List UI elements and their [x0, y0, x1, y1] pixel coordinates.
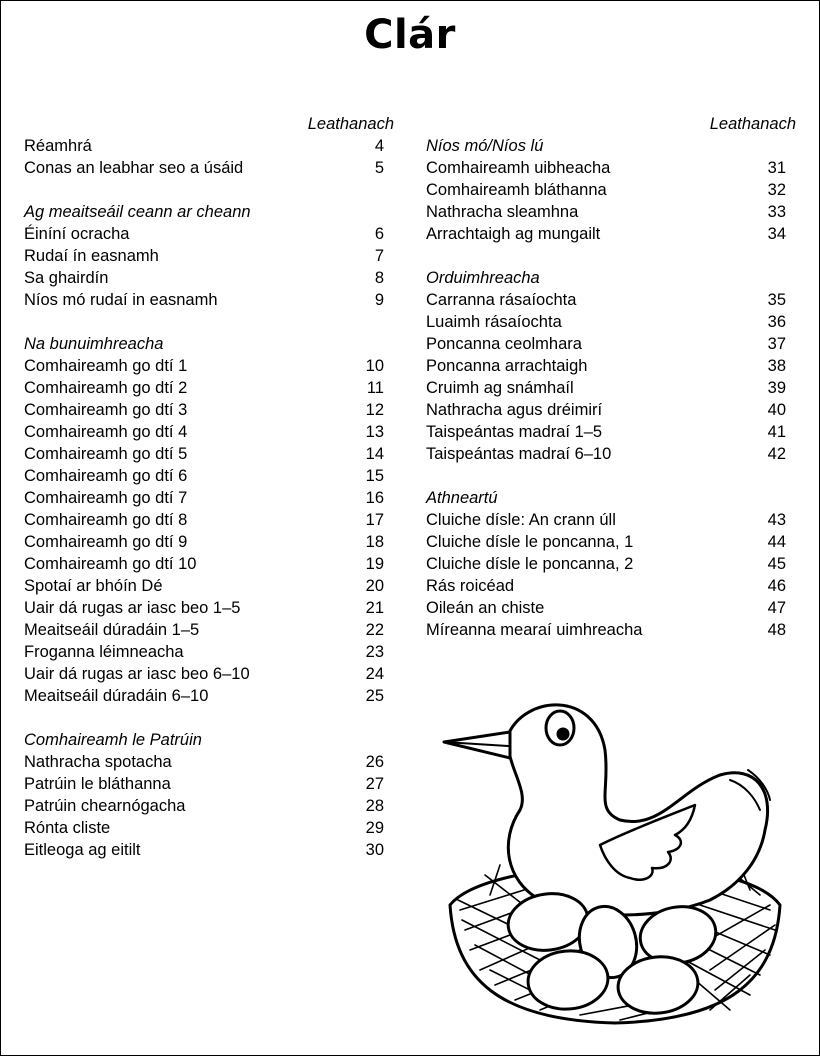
toc-entry — [24, 377, 384, 399]
toc-entry-page-number: 38 — [767, 357, 786, 375]
toc-entry-page-number: 7 — [374, 247, 384, 265]
toc-left-column — [24, 113, 394, 883]
toc-entry-title: Comhaireamh go dtí 2 — [24, 379, 188, 397]
toc-entry — [24, 399, 384, 421]
toc-right-sections — [426, 135, 786, 641]
toc-entry-page-number: 4 — [374, 137, 384, 155]
toc-entry-page-number: 15 — [365, 467, 384, 485]
toc-entry — [426, 443, 786, 465]
toc-entry-title: Comhaireamh bláthanna — [426, 181, 607, 199]
toc-section — [426, 487, 786, 641]
toc-entry — [24, 795, 384, 817]
toc-entry — [24, 135, 384, 157]
section-heading: Comhaireamh le Patrúin — [24, 731, 202, 749]
toc-entry-page-number: 22 — [365, 621, 384, 639]
toc-entry-title: Rudaí ín easnamh — [24, 247, 159, 265]
toc-entry-page-number: 20 — [365, 577, 384, 595]
toc-entry — [426, 201, 786, 223]
toc-entry-page-number: 27 — [365, 775, 384, 793]
toc-entry — [426, 157, 786, 179]
toc-entry-page-number: 8 — [374, 269, 384, 287]
toc-entry-title: Comhaireamh go dtí 7 — [24, 489, 188, 507]
toc-entry-title: Patrúin le bláthanna — [24, 775, 171, 793]
toc-left-sections — [24, 135, 384, 861]
toc-entry-page-number: 47 — [767, 599, 786, 617]
toc-entry-title: Froganna léimneacha — [24, 643, 184, 661]
toc-entry-title: Comhaireamh go dtí 5 — [24, 445, 188, 463]
toc-entry — [426, 223, 786, 245]
toc-entry-page-number: 35 — [767, 291, 786, 309]
toc-entry — [24, 575, 384, 597]
toc-entry-title: Rónta cliste — [24, 819, 111, 837]
toc-entry — [24, 817, 384, 839]
hen-on-nest-icon — [430, 680, 800, 1030]
toc-entry-title: Uair dá rugas ar iasc beo 1–5 — [24, 599, 241, 617]
toc-entry-title: Oileán an chiste — [426, 599, 545, 617]
toc-entry-title: Comhaireamh go dtí 1 — [24, 357, 188, 375]
toc-entry-page-number: 5 — [374, 159, 384, 177]
toc-entry-page-number: 9 — [374, 291, 384, 309]
toc-entry — [24, 685, 384, 707]
toc-entry-title: Taispeántas madraí 6–10 — [426, 445, 612, 463]
toc-entry — [24, 553, 384, 575]
toc-entry-page-number: 28 — [365, 797, 384, 815]
toc-entry-page-number: 45 — [767, 555, 786, 573]
toc-entry — [24, 751, 384, 773]
toc-entry — [24, 509, 384, 531]
toc-entry-title: Uair dá rugas ar iasc beo 6–10 — [24, 665, 250, 683]
toc-entry — [426, 355, 786, 377]
toc-section — [426, 135, 786, 245]
toc-entry-page-number: 44 — [767, 533, 786, 551]
toc-entry-page-number: 36 — [767, 313, 786, 331]
toc-section — [24, 135, 384, 179]
toc-entry — [24, 641, 384, 663]
toc-entry-title: Eitleoga ag eitilt — [24, 841, 141, 859]
toc-entry-page-number: 26 — [365, 753, 384, 771]
toc-entry — [24, 597, 384, 619]
toc-entry — [426, 421, 786, 443]
toc-entry-page-number: 40 — [767, 401, 786, 419]
toc-entry-page-number: 43 — [767, 511, 786, 529]
section-heading: Athneartú — [426, 489, 498, 507]
toc-entry-title: Cluiche dísle le poncanna, 2 — [426, 555, 634, 573]
toc-entry-page-number: 25 — [365, 687, 384, 705]
toc-entry-title: Éiníní ocracha — [24, 225, 130, 243]
toc-entry-page-number: 14 — [365, 445, 384, 463]
toc-entry — [426, 553, 786, 575]
toc-entry-page-number: 33 — [767, 203, 786, 221]
toc-entry-title: Nathracha spotacha — [24, 753, 172, 771]
toc-section — [24, 333, 384, 707]
toc-entry — [426, 597, 786, 619]
toc-entry-title: Carranna rásaíochta — [426, 291, 577, 309]
section-heading: Orduimhreacha — [426, 269, 540, 287]
toc-entry — [24, 355, 384, 377]
toc-entry-title: Níos mó rudaí in easnamh — [24, 291, 218, 309]
toc-entry — [24, 223, 384, 245]
toc-entry-title: Réamhrá — [24, 137, 92, 155]
toc-entry-page-number: 11 — [366, 379, 384, 397]
toc-entry — [24, 619, 384, 641]
toc-entry — [426, 333, 786, 355]
page-column-label: Leathanach — [307, 115, 394, 133]
toc-entry-page-number: 18 — [365, 533, 384, 551]
toc-entry-page-number: 42 — [767, 445, 786, 463]
toc-entry-title: Poncanna arrachtaigh — [426, 357, 588, 375]
toc-entry-title: Cluiche dísle: An crann úll — [426, 511, 616, 529]
toc-entry-page-number: 19 — [365, 555, 384, 573]
section-heading: Níos mó/Níos lú — [426, 137, 544, 155]
toc-entry-page-number: 24 — [365, 665, 384, 683]
toc-entry — [24, 443, 384, 465]
toc-entry-page-number: 48 — [767, 621, 786, 639]
toc-section — [24, 201, 384, 311]
toc-entry-title: Taispeántas madraí 1–5 — [426, 423, 603, 441]
toc-entry-page-number: 21 — [365, 599, 384, 617]
toc-entry — [24, 289, 384, 311]
toc-entry-title: Cruimh ag snámhaíl — [426, 379, 574, 397]
toc-entry-page-number: 12 — [365, 401, 384, 419]
toc-entry-title: Spotaí ar bhóín Dé — [24, 577, 163, 595]
toc-entry — [426, 377, 786, 399]
toc-entry-title: Comhaireamh go dtí 8 — [24, 511, 188, 529]
toc-entry-title: Comhaireamh go dtí 9 — [24, 533, 188, 551]
toc-entry-title: Comhaireamh go dtí 6 — [24, 467, 188, 485]
toc-entry-title: Comhaireamh go dtí 4 — [24, 423, 188, 441]
toc-section — [426, 267, 786, 465]
toc-entry-title: Conas an leabhar seo a úsáid — [24, 159, 244, 177]
toc-entry-title: Comhaireamh go dtí 3 — [24, 401, 188, 419]
toc-entry-title: Luaimh rásaíochta — [426, 313, 562, 331]
toc-entry — [24, 421, 384, 443]
toc-entry-page-number: 34 — [767, 225, 786, 243]
toc-entry — [24, 157, 384, 179]
toc-entry-page-number: 10 — [365, 357, 384, 375]
toc-entry-title: Míreanna mearaí uimhreacha — [426, 621, 643, 639]
toc-entry-title: Rás roicéad — [426, 577, 515, 595]
toc-entry-page-number: 46 — [767, 577, 786, 595]
toc-right-column — [426, 113, 796, 663]
toc-entry — [24, 487, 384, 509]
toc-entry-title: Meaitseáil dúradáin 1–5 — [24, 621, 200, 639]
toc-entry — [24, 465, 384, 487]
toc-entry-page-number: 32 — [767, 181, 786, 199]
toc-entry — [24, 773, 384, 795]
toc-entry — [426, 575, 786, 597]
toc-entry-page-number: 41 — [767, 423, 786, 441]
toc-entry-page-number: 30 — [365, 841, 384, 859]
toc-entry — [426, 311, 786, 333]
toc-entry-title: Comhaireamh go dtí 10 — [24, 555, 197, 573]
toc-entry-page-number: 29 — [365, 819, 384, 837]
toc-entry-title: Meaitseáil dúradáin 6–10 — [24, 687, 209, 705]
toc-entry — [426, 531, 786, 553]
toc-entry — [24, 663, 384, 685]
toc-entry — [24, 245, 384, 267]
toc-entry-page-number: 17 — [365, 511, 384, 529]
section-heading: Ag meaitseáil ceann ar cheann — [24, 203, 251, 221]
toc-entry-title: Nathracha agus dréimirí — [426, 401, 603, 419]
page-column-label: Leathanach — [709, 115, 796, 133]
toc-entry-title: Arrachtaigh ag mungailt — [426, 225, 601, 243]
toc-entry-title: Patrúin chearnógacha — [24, 797, 186, 815]
toc-entry — [24, 839, 384, 861]
page-title: Clár — [364, 12, 456, 58]
toc-entry-page-number: 13 — [365, 423, 384, 441]
toc-entry-title: Comhaireamh uibheacha — [426, 159, 611, 177]
toc-entry — [426, 289, 786, 311]
toc-entry-title: Poncanna ceolmhara — [426, 335, 582, 353]
toc-entry-title: Cluiche dísle le poncanna, 1 — [426, 533, 634, 551]
toc-entry — [426, 509, 786, 531]
toc-entry-page-number: 16 — [365, 489, 384, 507]
toc-entry — [426, 619, 786, 641]
toc-entry-page-number: 39 — [767, 379, 786, 397]
toc-entry-page-number: 6 — [374, 225, 384, 243]
toc-section — [24, 729, 384, 861]
toc-entry — [426, 399, 786, 421]
toc-entry-title: Sa ghairdín — [24, 269, 109, 287]
toc-entry-title: Nathracha sleamhna — [426, 203, 579, 221]
toc-entry — [24, 267, 384, 289]
toc-entry — [24, 531, 384, 553]
toc-entry-page-number: 23 — [365, 643, 384, 661]
section-heading: Na bunuimhreacha — [24, 335, 164, 353]
toc-entry-page-number: 37 — [767, 335, 786, 353]
toc-entry-page-number: 31 — [767, 159, 786, 177]
toc-entry — [426, 179, 786, 201]
